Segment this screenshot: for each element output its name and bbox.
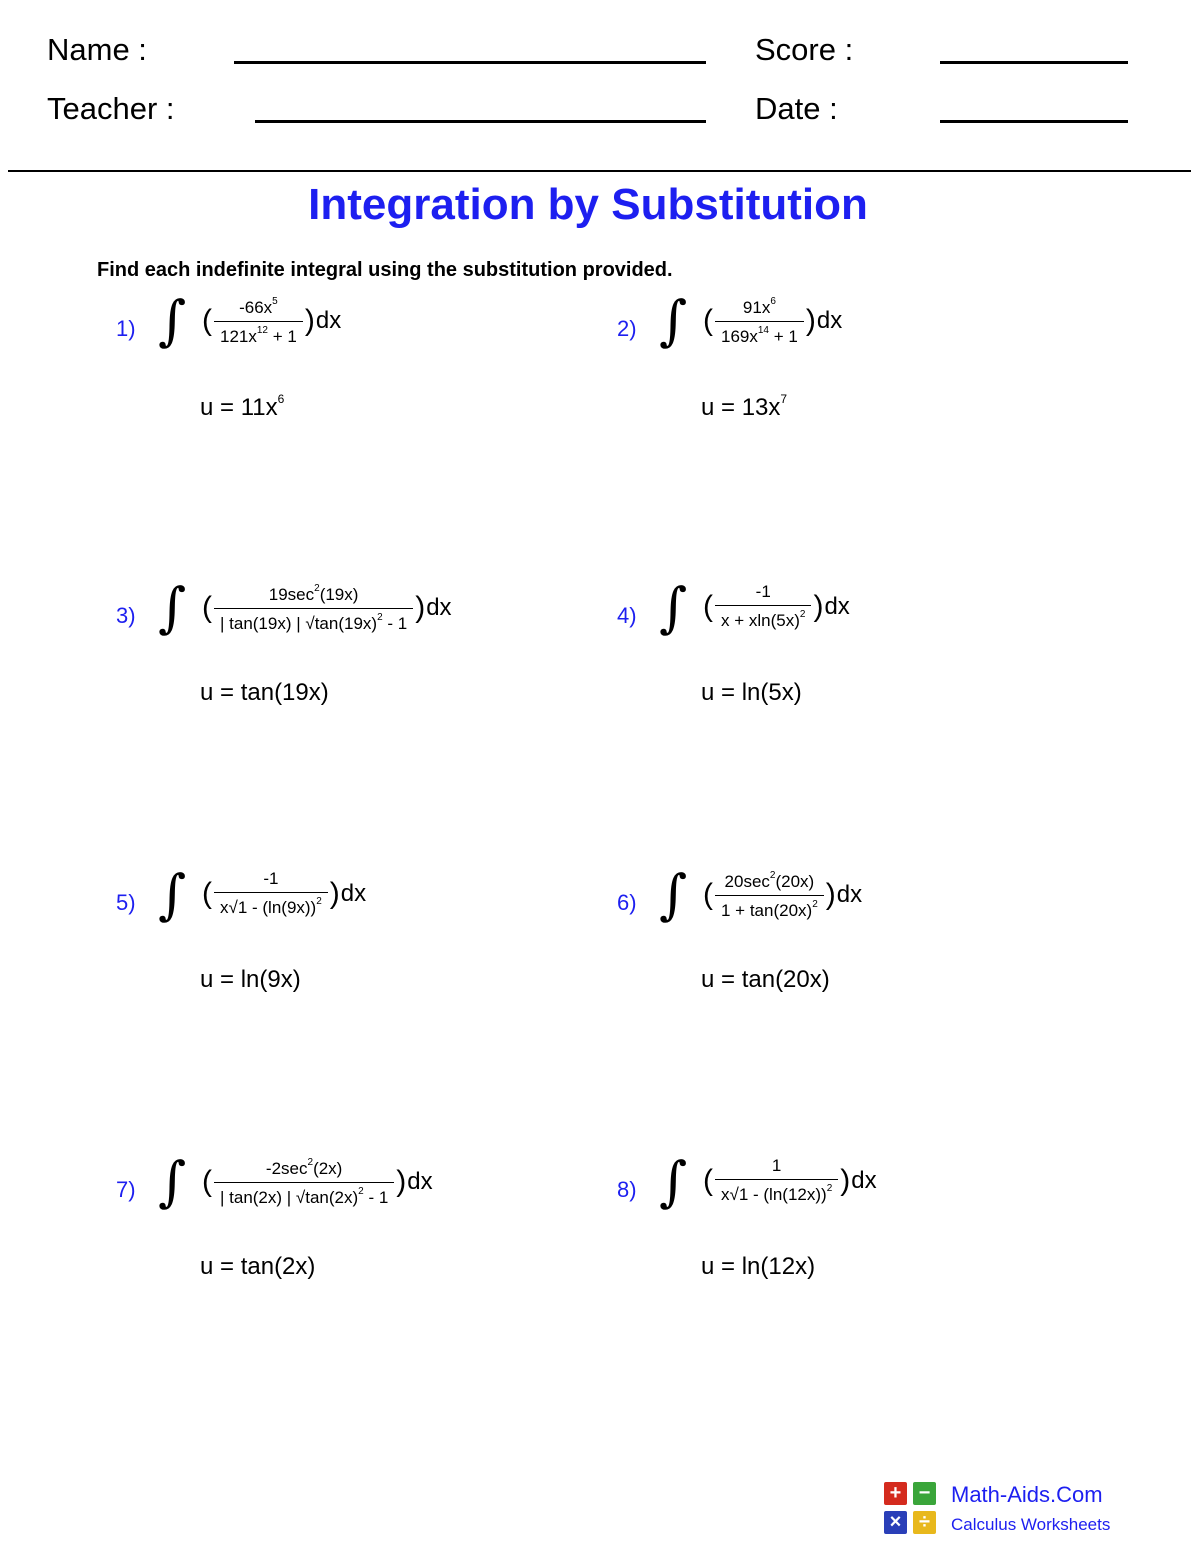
differential: dx bbox=[824, 592, 850, 620]
denominator-tail: + 1 bbox=[769, 326, 798, 346]
denominator-tail: - 1 bbox=[363, 1187, 389, 1207]
close-paren: ) bbox=[840, 1163, 851, 1197]
numerator-exponent: 2 bbox=[307, 1157, 314, 1168]
differential: dx bbox=[816, 307, 843, 335]
open-paren: ( bbox=[202, 304, 212, 338]
denominator-exponent: 2 bbox=[316, 895, 322, 907]
substitution bbox=[200, 966, 301, 994]
substitution bbox=[701, 1253, 815, 1281]
denominator-text: | tan(2x) | √tan(2x) bbox=[220, 1187, 359, 1207]
substitution bbox=[701, 679, 802, 707]
differential: dx bbox=[340, 879, 367, 907]
substitution bbox=[701, 392, 787, 422]
denominator-exponent: 14 bbox=[757, 324, 769, 336]
problem-number: 8) bbox=[617, 1177, 637, 1202]
denominator-exponent: 2 bbox=[358, 1185, 364, 1197]
differential: dx bbox=[407, 1168, 433, 1196]
denominator bbox=[214, 608, 413, 634]
integrand-expression bbox=[703, 583, 850, 630]
fraction bbox=[715, 296, 804, 346]
numerator-tail: (20x) bbox=[775, 872, 815, 891]
denominator-exponent: 12 bbox=[256, 324, 268, 336]
numerator-text: -2sec bbox=[265, 1159, 308, 1178]
substitution-text: u = ln(12x) bbox=[701, 1253, 816, 1280]
close-paren: ) bbox=[825, 878, 836, 912]
close-paren: ) bbox=[304, 304, 315, 338]
open-paren: ( bbox=[202, 1165, 212, 1199]
problem-4 bbox=[617, 576, 1097, 747]
problem-8 bbox=[617, 1150, 1097, 1321]
integral-icon: ∫ bbox=[659, 863, 688, 926]
open-paren: ( bbox=[202, 591, 212, 625]
integral-icon: ∫ bbox=[158, 1150, 187, 1213]
numerator-exponent: 6 bbox=[770, 296, 776, 307]
numerator bbox=[233, 296, 284, 321]
problem-number: 6) bbox=[617, 890, 637, 915]
numerator-text: 19sec bbox=[268, 585, 315, 604]
denominator-exponent: 2 bbox=[799, 608, 806, 620]
numerator bbox=[766, 1157, 787, 1179]
numerator bbox=[750, 583, 777, 605]
integrand-expression bbox=[202, 583, 452, 633]
substitution bbox=[200, 1253, 315, 1281]
logo-name[interactable]: Math-Aids.Com bbox=[951, 1482, 1103, 1507]
substitution-text: u = tan(2x) bbox=[200, 1253, 316, 1280]
teacher-blank[interactable] bbox=[255, 120, 706, 123]
numerator bbox=[257, 870, 284, 892]
integrand-expression bbox=[703, 1157, 877, 1204]
substitution-text: u = ln(5x) bbox=[701, 679, 802, 706]
close-paren: ) bbox=[396, 1165, 407, 1199]
denominator-text: x√1 - (ln(9x)) bbox=[220, 897, 317, 917]
differential: dx bbox=[426, 594, 452, 622]
problem-7 bbox=[116, 1150, 596, 1321]
fraction bbox=[715, 1157, 838, 1204]
header-divider bbox=[8, 170, 1191, 172]
problem-5 bbox=[116, 863, 596, 1034]
denominator-exponent: 2 bbox=[826, 1182, 833, 1194]
denominator-tail: - 1 bbox=[382, 613, 408, 633]
substitution-text: u = 13x bbox=[701, 394, 781, 421]
divide-icon: ÷ bbox=[913, 1511, 936, 1534]
denominator-text: x + xln(5x) bbox=[721, 610, 800, 630]
differential: dx bbox=[836, 881, 863, 909]
denominator-text: | tan(19x) | √tan(19x) bbox=[220, 613, 378, 633]
fraction bbox=[715, 583, 811, 630]
integral-icon: ∫ bbox=[158, 863, 187, 926]
substitution-exponent: 6 bbox=[277, 392, 285, 406]
numerator-text: -1 bbox=[755, 582, 771, 601]
problem-number: 4) bbox=[617, 603, 637, 628]
fraction bbox=[715, 870, 824, 920]
open-paren: ( bbox=[703, 304, 713, 338]
substitution-exponent: 7 bbox=[780, 392, 788, 406]
times-icon: × bbox=[884, 1511, 907, 1534]
denominator bbox=[715, 1179, 838, 1205]
problem-6 bbox=[617, 863, 1097, 1034]
problem-number: 5) bbox=[116, 890, 136, 915]
denominator-text: x√1 - (ln(12x)) bbox=[721, 1184, 827, 1204]
numerator-text: 20sec bbox=[724, 872, 770, 891]
denominator-exponent: 2 bbox=[377, 611, 383, 623]
date-blank[interactable] bbox=[940, 120, 1128, 123]
name-blank[interactable] bbox=[234, 61, 706, 64]
denominator bbox=[214, 1182, 394, 1208]
denominator bbox=[214, 892, 328, 918]
open-paren: ( bbox=[703, 878, 713, 912]
substitution-text: u = ln(9x) bbox=[200, 966, 301, 993]
numerator bbox=[719, 870, 821, 895]
open-paren: ( bbox=[703, 1163, 713, 1197]
numerator bbox=[260, 1157, 348, 1182]
open-paren: ( bbox=[703, 589, 713, 623]
plus-icon: + bbox=[884, 1482, 907, 1505]
substitution-text: u = tan(20x) bbox=[701, 966, 830, 993]
integral-icon: ∫ bbox=[158, 576, 187, 639]
integrand-expression bbox=[202, 870, 366, 917]
score-label: Score : bbox=[755, 32, 854, 67]
problem-3 bbox=[116, 576, 596, 747]
date-label: Date : bbox=[755, 91, 838, 126]
fraction bbox=[214, 870, 328, 917]
denominator-tail: + 1 bbox=[268, 326, 297, 346]
problem-number: 1) bbox=[116, 316, 136, 341]
page-title: Integration by Substitution bbox=[308, 180, 868, 229]
integrand-expression bbox=[202, 296, 341, 346]
numerator-text: 1 bbox=[771, 1156, 782, 1175]
denominator-text: 121x bbox=[220, 326, 257, 346]
numerator-tail: (2x) bbox=[313, 1159, 343, 1178]
fraction bbox=[214, 296, 303, 346]
numerator bbox=[737, 296, 782, 321]
numerator-exponent: 5 bbox=[272, 296, 278, 307]
numerator-exponent: 2 bbox=[314, 583, 320, 594]
fraction bbox=[214, 583, 413, 633]
numerator-text: -1 bbox=[263, 869, 279, 888]
numerator-text: 91x bbox=[742, 298, 771, 317]
differential: dx bbox=[851, 1166, 877, 1194]
close-paren: ) bbox=[813, 589, 824, 623]
substitution bbox=[200, 392, 284, 422]
integrand-expression bbox=[703, 870, 862, 920]
integrand-expression bbox=[703, 296, 842, 346]
substitution-text: u = 11x bbox=[200, 394, 278, 421]
substitution bbox=[200, 679, 329, 707]
problem-1 bbox=[116, 289, 596, 460]
numerator-text: -66x bbox=[239, 298, 273, 317]
minus-icon: − bbox=[913, 1482, 936, 1505]
denominator bbox=[715, 321, 804, 347]
problem-number: 2) bbox=[617, 316, 637, 341]
score-blank[interactable] bbox=[940, 61, 1128, 64]
problem-number: 7) bbox=[116, 1177, 136, 1202]
close-paren: ) bbox=[329, 876, 340, 910]
problem-number: 3) bbox=[116, 603, 136, 628]
denominator bbox=[715, 605, 811, 631]
numerator-tail: (19x) bbox=[319, 585, 359, 604]
open-paren: ( bbox=[202, 876, 212, 910]
numerator-exponent: 2 bbox=[769, 870, 776, 881]
teacher-label: Teacher : bbox=[47, 91, 175, 126]
denominator-text: 169x bbox=[721, 326, 758, 346]
denominator bbox=[214, 321, 303, 347]
close-paren: ) bbox=[805, 304, 816, 338]
integrand-expression bbox=[202, 1157, 433, 1207]
integral-icon: ∫ bbox=[659, 576, 688, 639]
substitution-text: u = tan(19x) bbox=[200, 679, 329, 706]
denominator-text: 1 + tan(20x) bbox=[721, 900, 813, 920]
math-aids-logo bbox=[884, 1482, 1144, 1538]
denominator bbox=[715, 895, 824, 921]
close-paren: ) bbox=[415, 591, 426, 625]
integral-icon: ∫ bbox=[659, 289, 688, 352]
differential: dx bbox=[315, 307, 342, 335]
integral-icon: ∫ bbox=[659, 1150, 688, 1213]
instructions: Find each indefinite integral using the substitution provided. bbox=[97, 259, 673, 281]
substitution bbox=[701, 966, 830, 994]
name-label: Name : bbox=[47, 32, 147, 67]
numerator bbox=[263, 583, 365, 608]
fraction bbox=[214, 1157, 394, 1207]
problem-2 bbox=[617, 289, 1097, 460]
logo-subtitle: Calculus Worksheets bbox=[951, 1515, 1111, 1534]
denominator-exponent: 2 bbox=[812, 898, 818, 910]
integral-icon: ∫ bbox=[158, 289, 187, 352]
